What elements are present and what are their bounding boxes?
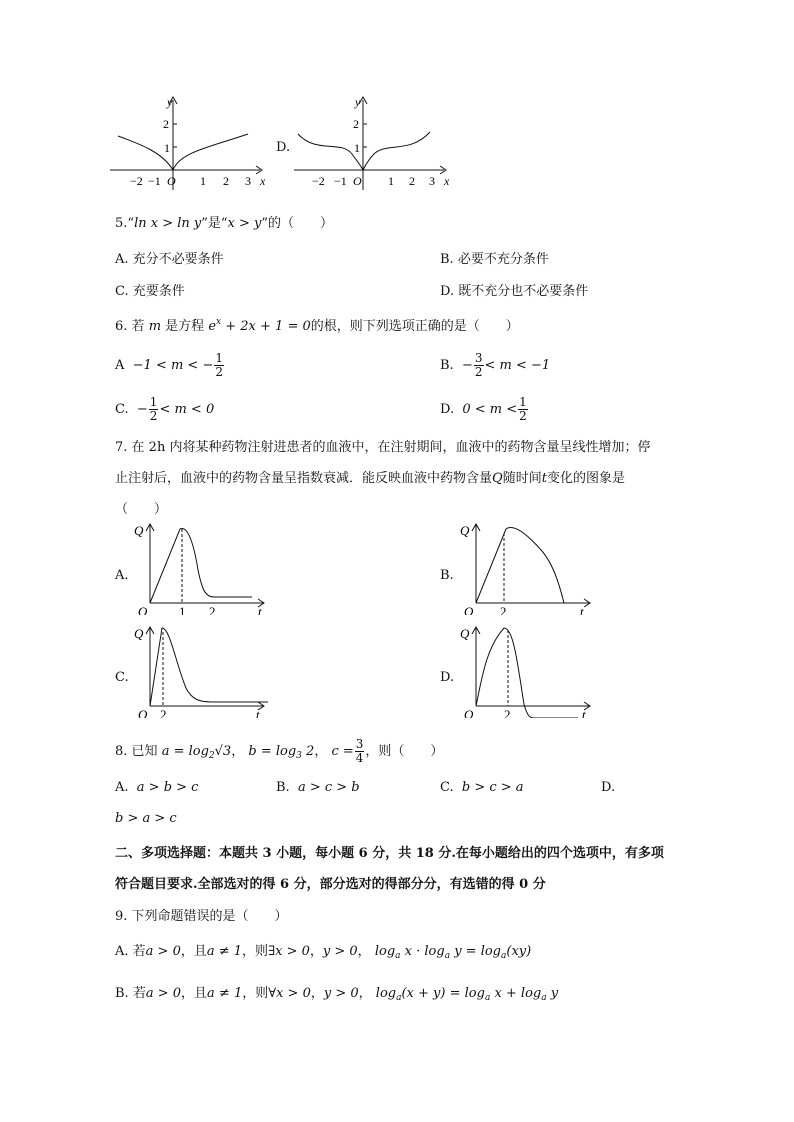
q8-option-d-label[interactable]: D. (601, 780, 616, 795)
tick-x: O (353, 174, 362, 188)
tick-x: 3 (245, 174, 251, 188)
q9-option-b[interactable]: B. 若a > 0，且a ≠ 1，则∀x > 0，y > 0， $\log_a(x + y) = \log_a x + \log_a y$ (115, 986, 559, 1003)
q5-option-b[interactable]: B. 必要不充分条件 (440, 252, 549, 267)
q8-option-b[interactable]: B. a > c > b (276, 780, 360, 795)
tick-y: 2 (163, 117, 169, 131)
svg-text:Q: Q (134, 626, 144, 641)
q8-option-d[interactable]: b > a > c (115, 811, 177, 826)
tick-y: 1 (164, 141, 170, 155)
q5-quote-open: “ (127, 216, 135, 231)
svg-text:Q: Q (460, 523, 470, 538)
q8-number: 8. 已知 (115, 744, 158, 759)
q6-text: 是方程 (165, 319, 205, 334)
q4-option-d-label[interactable]: D. (276, 140, 291, 155)
svg-text:t: t (582, 707, 586, 718)
q6-option-d[interactable]: D. 0 < m < $\frac{1}{2}$ (440, 395, 527, 423)
q8-option-a[interactable]: A. a > b > c (115, 780, 199, 795)
tick-x: 1 (388, 174, 394, 188)
svg-text:Q: Q (134, 523, 144, 538)
curve (118, 134, 248, 170)
svg-text:O: O (138, 707, 148, 718)
tick-x: −2 (312, 174, 325, 188)
q7-option-b-label[interactable]: B. (440, 568, 454, 583)
q8-a-expr: $a = \log_2√3$ (161, 744, 232, 761)
section-2-heading-line1: 二、多项选择题：本题共 3 小题，每小题 6 分，共 18 分.在每小题给出的四个选项中，有多项 (115, 846, 664, 861)
svg-text:2: 2 (504, 707, 511, 718)
q8-c-expr: c = (331, 744, 354, 759)
q8-option-c[interactable]: C. b > c > a (440, 780, 524, 795)
svg-text:2: 2 (160, 707, 167, 718)
q6-option-a[interactable]: A −1 < m < − $\frac{1}{2}$ (115, 351, 223, 379)
q5-number: 5. (115, 216, 128, 231)
svg-text:O: O (464, 707, 474, 718)
y-label: y (167, 95, 173, 109)
q6-text-end: 的根，则下列选项正确的是（ ） (310, 319, 519, 334)
tick-x: 2 (409, 174, 415, 188)
q6-variable-m: m (148, 319, 162, 334)
svg-text:O: O (138, 604, 148, 615)
tick-x: −2 (130, 174, 143, 188)
tick-y: 1 (354, 141, 360, 155)
section-2-heading-line2: 符合题目要求.全部选对的得 6 分，部分选对的得部分分，有选错的得 0 分 (115, 877, 546, 892)
q5-text-end: ”的（ ） (261, 216, 334, 231)
y-label: y (355, 95, 361, 109)
q6-text: 若 (131, 319, 145, 334)
q7-graph-b (458, 515, 598, 619)
tick-y: 2 (353, 117, 359, 131)
q7-option-a-label[interactable]: A. (115, 568, 129, 583)
q6-option-c[interactable]: C. − $\frac{1}{2}$ < m < 0 (115, 395, 215, 423)
q7-graph-c (132, 618, 272, 722)
q4-graph-c (110, 92, 270, 196)
q8-b-expr: $b = \log_3 2$ (248, 744, 315, 761)
q7-graph-a (132, 515, 272, 619)
q7-option-d-label[interactable]: D. (440, 670, 455, 685)
svg-text:t: t (580, 604, 584, 615)
tick-x: −1 (148, 174, 161, 188)
tick-x: O (167, 174, 176, 188)
q6-stem (115, 315, 519, 334)
svg-text:t: t (256, 707, 260, 718)
q9-option-a[interactable]: A. 若a > 0，且a ≠ 1，则∃x > 0，y > 0， $\log_a x \cdot \log_a y = \log_a(xy)$ (115, 944, 532, 961)
q6-equation: $e^x + 2x + 1 = 0$ (208, 317, 311, 334)
q8-stem: 8. 已知 $a = \log_2√3$， $b = \log_3 2$， c = $\frac{3}{4}$ ，则（ ） (115, 737, 444, 765)
q7-option-c-label[interactable]: C. (115, 670, 129, 685)
q4-graph-d (294, 92, 454, 196)
q6-option-b[interactable]: B. − $\frac{3}{2}$ < m < −1 (440, 351, 551, 379)
q7-stem-line3: （ ） (115, 502, 168, 517)
svg-text:Q: Q (460, 626, 470, 641)
q5-option-c[interactable]: C. 充要条件 (115, 284, 185, 299)
tick-x: −1 (334, 174, 347, 188)
svg-text:t: t (258, 604, 262, 615)
svg-text:O: O (464, 604, 474, 615)
q5-option-a[interactable]: A. 充分不必要条件 (115, 252, 224, 267)
q5-condition-p: ln x > ln y (134, 216, 202, 231)
svg-text:1: 1 (179, 604, 186, 615)
q7-graph-d (458, 618, 598, 722)
svg-text:2: 2 (209, 604, 216, 615)
q9-stem: 9. 下列命题错误的是（ ） (115, 909, 288, 924)
x-label: x (260, 174, 266, 188)
q5-text: ”是“ (201, 216, 228, 231)
q7-stem-line1: 7. 在 2h 内将某种药物注射进患者的血液中，在注射期间，血液中的药物含量呈线性增加；停 (115, 440, 651, 455)
q5-condition-q: x > y (227, 216, 262, 231)
q5-option-d[interactable]: D. 既不充分也不必要条件 (440, 284, 589, 299)
curve (298, 132, 430, 170)
q6-number: 6. (115, 319, 128, 334)
tick-x: 3 (429, 174, 435, 188)
q5-stem (115, 212, 333, 231)
tick-x: 2 (223, 174, 229, 188)
tick-x: 1 (200, 174, 206, 188)
q7-stem-line2: 止注射后，血液中的药物含量呈指数衰减．能反映血液中药物含量Q随时间t变化的图象是 (115, 471, 625, 486)
x-label: x (444, 174, 450, 188)
svg-text:2: 2 (500, 604, 507, 615)
